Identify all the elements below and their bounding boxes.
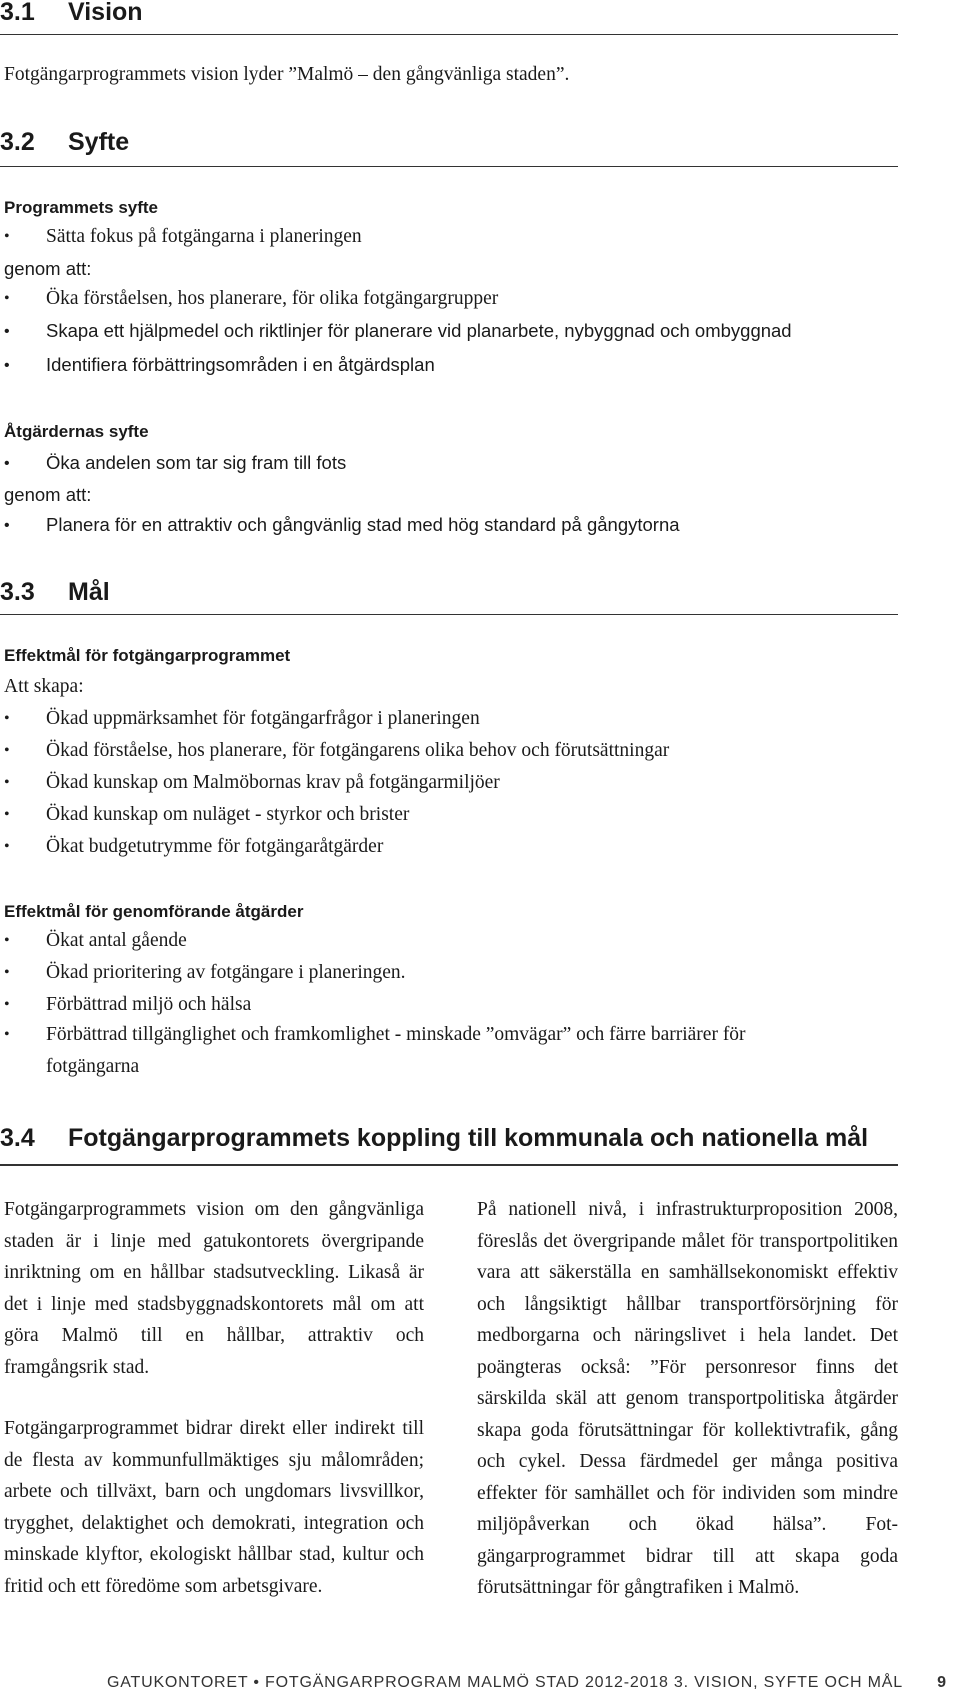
- subheading-atgardernas-syfte: Åtgärdernas syfte: [4, 422, 149, 441]
- bullet-text: Identifiera förbättringsområden i en åtgärdsplan: [46, 354, 435, 375]
- bullet-dot: •: [4, 1026, 10, 1043]
- bullet-dot: •: [4, 323, 10, 340]
- vision-text: Fotgängarprogrammets vision lyder ”Malmö – den gångvänliga staden”.: [4, 64, 570, 85]
- paragraph: På nationell nivå, i infrastrukturproposition 2008, föreslås det övergripande målet för transportpolitiken vara att säkerställa en samhällsekonomiskt effektiv och långsiktigt hållbar transportförsörjning för medborgarna och näringslivet i hela landet. Det poängteras också: ”För personresor finns det särskilda skäl att genom transportpolitiska åtgärder skapa goda förutsättningar för kollektivtrafik, gång och cykel. Dessa färdmedel ger många positiva effekter för samhället och för individen som mindre miljöpåverkan och ökad hälsa”. Fotgängarprogrammet bidrar till att skapa goda förutsättningar för gångtrafiken i Malmö.: [477, 1199, 898, 1598]
- genom-att-label: genom att:: [4, 258, 92, 279]
- bullet-text: Ökat antal gående: [46, 930, 187, 951]
- subheading-programmets-syfte: Programmets syfte: [4, 198, 159, 217]
- bullet-item: [4, 836, 383, 858]
- section-title: Vision: [68, 0, 143, 26]
- bullet-text: Ökad uppmärksamhet för fotgängarfrågor i planeringen: [46, 708, 480, 729]
- bullet-dot: •: [4, 228, 10, 245]
- bullet-item: [4, 740, 669, 762]
- bullet-dot: •: [4, 290, 10, 307]
- section-number: 3.3: [0, 578, 35, 606]
- bullet-text: Skapa ett hjälpmedel och riktlinjer för planerare vid planarbete, nybyggnad och ombyggnad: [46, 320, 792, 341]
- subheading-effektmal-atgarder: Effektmål för genomförande åtgärder: [4, 902, 304, 921]
- page-number: 9: [937, 1674, 946, 1691]
- bullet-item: [4, 514, 680, 536]
- bullet-item: [4, 994, 251, 1016]
- bullet-text: Planera för en attraktiv och gångvänlig stad med hög standard på gångytorna: [46, 514, 680, 535]
- section-title: Syfte: [68, 128, 130, 156]
- bullet-text-continuation: fotgängarna: [46, 1056, 140, 1077]
- paragraph: Fotgängarprogrammet bidrar direkt eller indirekt till de flesta av kommunfullmäktiges sju målområden; arbete och tillväxt, barn och ungdomars livsvillkor, trygghet, delaktighet och demokrati, integration och minskade klyftor, ekologiskt hållbar stad, kultur och fritid och ett föredöme som arbetsgivare.: [4, 1418, 424, 1597]
- footer-text: GATUKONTORET • FOTGÄNGARPROGRAM MALMÖ STAD 2012-2018 3. VISION, SYFTE OCH MÅL: [107, 1674, 903, 1691]
- bullet-dot: •: [4, 710, 10, 727]
- att-skapa-label: Att skapa:: [4, 676, 84, 697]
- bullet-text: Förbättrad tillgänglighet och framkomlighet - minskade ”omvägar” och färre barriärer för: [46, 1024, 746, 1045]
- bullet-item: [4, 930, 187, 952]
- paragraph: Fotgängarprogrammets vision om den gångvänliga staden är i linje med gatukontorets övergripande inriktning om en hållbar stadsutveckling. Likaså är det i linje med stadsbyggnadskontorets mål om att göra Malmö till en hållbar, attraktiv och framgångsrik stad.: [4, 1199, 424, 1378]
- bullet-dot: •: [4, 996, 10, 1013]
- section-heading-syfte: [0, 128, 898, 167]
- right-column: [477, 1194, 898, 1604]
- bullet-item: [4, 288, 498, 310]
- bullet-dot: •: [4, 838, 10, 855]
- section-number: 3.1: [0, 0, 35, 26]
- genom-att-label: genom att:: [4, 484, 92, 505]
- bullet-item: [4, 962, 406, 984]
- bullet-text: Ökat budgetutrymme för fotgängaråtgärder: [46, 836, 384, 857]
- section-title: Mål: [68, 578, 110, 606]
- bullet-text: Sätta fokus på fotgängarna i planeringen: [46, 226, 362, 247]
- bullet-item: [4, 452, 346, 474]
- bullet-dot: •: [4, 806, 10, 823]
- section-heading-koppling: [0, 1124, 898, 1166]
- bullet-text: Ökad prioritering av fotgängare i planeringen.: [46, 962, 406, 983]
- bullet-item: [4, 354, 435, 376]
- section-number: 3.2: [0, 128, 35, 156]
- bullet-item: [4, 772, 500, 794]
- bullet-text: Öka andelen som tar sig fram till fots: [46, 452, 347, 473]
- bullet-text: Ökad kunskap om Malmöbornas krav på fotgängarmiljöer: [46, 772, 500, 793]
- bullet-dot: •: [4, 964, 10, 981]
- bullet-item: [4, 226, 362, 248]
- bullet-item: [4, 320, 792, 342]
- bullet-text: Ökad förståelse, hos planerare, för fotgängarens olika behov och förutsättningar: [46, 740, 670, 761]
- page-footer: [0, 1668, 960, 1698]
- bullet-dot: •: [4, 455, 10, 472]
- section-heading-vision: [0, 0, 898, 35]
- bullet-text: Ökad kunskap om nuläget - styrkor och brister: [46, 804, 410, 825]
- bullet-dot: •: [4, 357, 10, 374]
- bullet-dot: •: [4, 932, 10, 949]
- bullet-dot: •: [4, 742, 10, 759]
- bullet-dot: •: [4, 774, 10, 791]
- bullet-item: [4, 804, 409, 826]
- section-number: 3.4: [0, 1124, 35, 1152]
- subheading-effektmal-program: Effektmål för fotgängarprogrammet: [4, 646, 291, 665]
- left-column: [4, 1194, 424, 1602]
- bullet-text: Öka förståelsen, hos planerare, för olika fotgängargrupper: [46, 288, 499, 309]
- bullet-item: [4, 708, 480, 730]
- bullet-dot: •: [4, 517, 10, 534]
- bullet-item: [4, 1024, 746, 1046]
- section-title: Fotgängarprogrammets koppling till kommunala och nationella mål: [68, 1124, 869, 1152]
- bullet-text: Förbättrad miljö och hälsa: [46, 994, 252, 1015]
- section-heading-mal: [0, 578, 898, 615]
